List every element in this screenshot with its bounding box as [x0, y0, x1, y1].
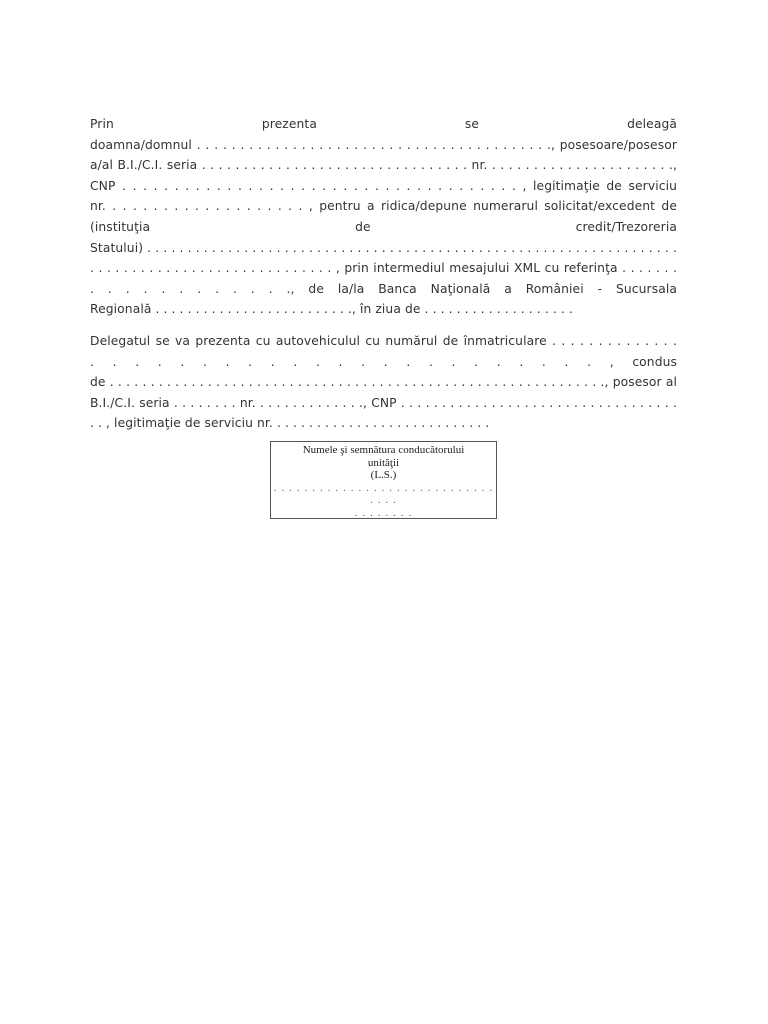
- text-line: Delegatul se va prezenta cu autovehiculul cu numărul de înmatriculare . . . . . . . . . . . . . .: [90, 333, 677, 348]
- signature-box: [270, 441, 497, 519]
- text-line: . . . . . . . . . . . ., de la/la Banca Naţională a României - Sucursala: [90, 281, 677, 296]
- text-line: (instituţia de credit/Trezoreria: [90, 219, 677, 234]
- signature-line: . . . . . . . . . . . . . . . . . . . . . . . . . . . . . . . . .: [273, 481, 494, 506]
- text-line: de . . . . . . . . . . . . . . . . . . . . . . . . . . . . . . . . . . . . . . . . . . . . . . . . . . . . . . . . . . . . ., posesor al: [90, 375, 677, 390]
- text-line: a/al B.I./C.I. seria . . . . . . . . . . . . . . . . . . . . . . . . . . . . . . . . nr. . . . . . . . . . . . . . . . . . . . . . .,: [90, 158, 677, 173]
- text-line: nr. . . . . . . . . . . . . . . . . . . . , pentru a ridica/depune numerarul solicitat/excedent de: [90, 199, 677, 214]
- delegation-text: [90, 114, 677, 434]
- text-line: Regională . . . . . . . . . . . . . . . . . . . . . . . . ., în ziua de . . . . . . . . . . . . . . . . . . .: [90, 302, 573, 317]
- text-line: Statului) . . . . . . . . . . . . . . . . . . . . . . . . . . . . . . . . . . . . . . . . . . . . . . . . . . . . . . . . . . . . . . . . . .: [90, 240, 677, 255]
- text-line: . . , legitimaţie de serviciu nr. . . . . . . . . . . . . . . . . . . . . . . . . . . .: [90, 416, 490, 431]
- signature-title: Numele şi semnătura conducătorului: [302, 444, 465, 456]
- text-line: . . . . . . . . . . . . . . . . . . . . . . . . . . . . . , prin intermediul mesajului XML cu referinţa . . . . . . .: [90, 261, 677, 276]
- signature-title-cont: unităţii: [367, 456, 400, 469]
- vehicle-paragraph: [90, 331, 677, 434]
- text-line: . . . . . . . . . . . . . . . . . . . . . . . , condus: [90, 354, 677, 369]
- text-line: doamna/domnul . . . . . . . . . . . . . . . . . . . . . . . . . . . . . . . . . . . . . . . . ., posesoare/posesor: [90, 137, 677, 152]
- text-line: B.I./C.I. seria . . . . . . . . nr. . . . . . . . . . . . . ., CNP . . . . . . . . . . . . . . . . . . . . . . . . . . . . . . . . . .: [90, 395, 677, 410]
- text-line: CNP . . . . . . . . . . . . . . . . . . . . . . . . . . . . . . . . . . . . . . , legitimaţie de serviciu: [90, 178, 677, 193]
- stamp-label: (L.S.): [370, 469, 397, 481]
- delegation-paragraph: [90, 114, 677, 320]
- signature-line-cont: . . . . . . . .: [354, 506, 413, 519]
- text-line: Prin prezenta se deleagă: [90, 117, 677, 131]
